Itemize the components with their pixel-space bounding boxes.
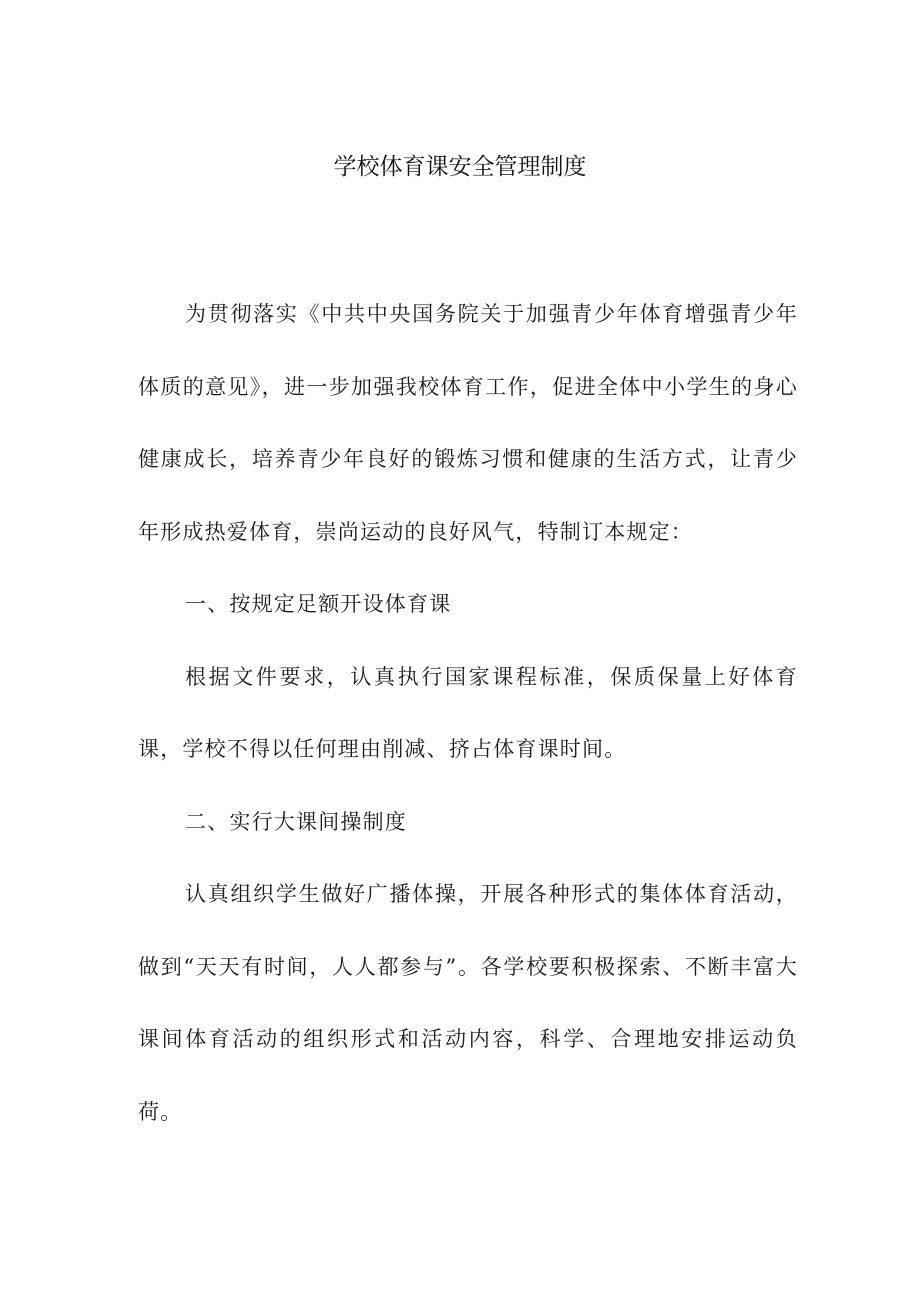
document-title: 学校体育课安全管理制度 (333, 154, 587, 180)
section-heading-2: 二、实行大课间操制度 (185, 809, 407, 834)
paragraph-intro: 为贯彻落实《中共中央国务院关于加强青少年体育增强青少年体质的意见》，进一步加强我校体育工作，促进全体中小学生的身心健康成长，培养青少年良好的锻炼习惯和健康的生活方式，让青少年形成热爱体育，崇尚运动的良好风气，特制订本规定： (138, 302, 798, 544)
section-heading-1: 一、按规定足额开设体育课 (185, 592, 452, 616)
paragraph-section-2: 认真组织学生做好广播体操，开展各种形式的集体体育活动，做到“天天有时间，人人都参与”。各学校要积极探索、不断丰富大课间体育活动的组织形式和活动内容，科学、合理地安排运动负荷。 (138, 882, 798, 1124)
paragraph-section-1: 根据文件要求，认真执行国家课程标准，保质保量上好体育课，学校不得以任何理由削减、挤占体育课时间。 (138, 664, 798, 761)
document-body (138, 278, 798, 1148)
